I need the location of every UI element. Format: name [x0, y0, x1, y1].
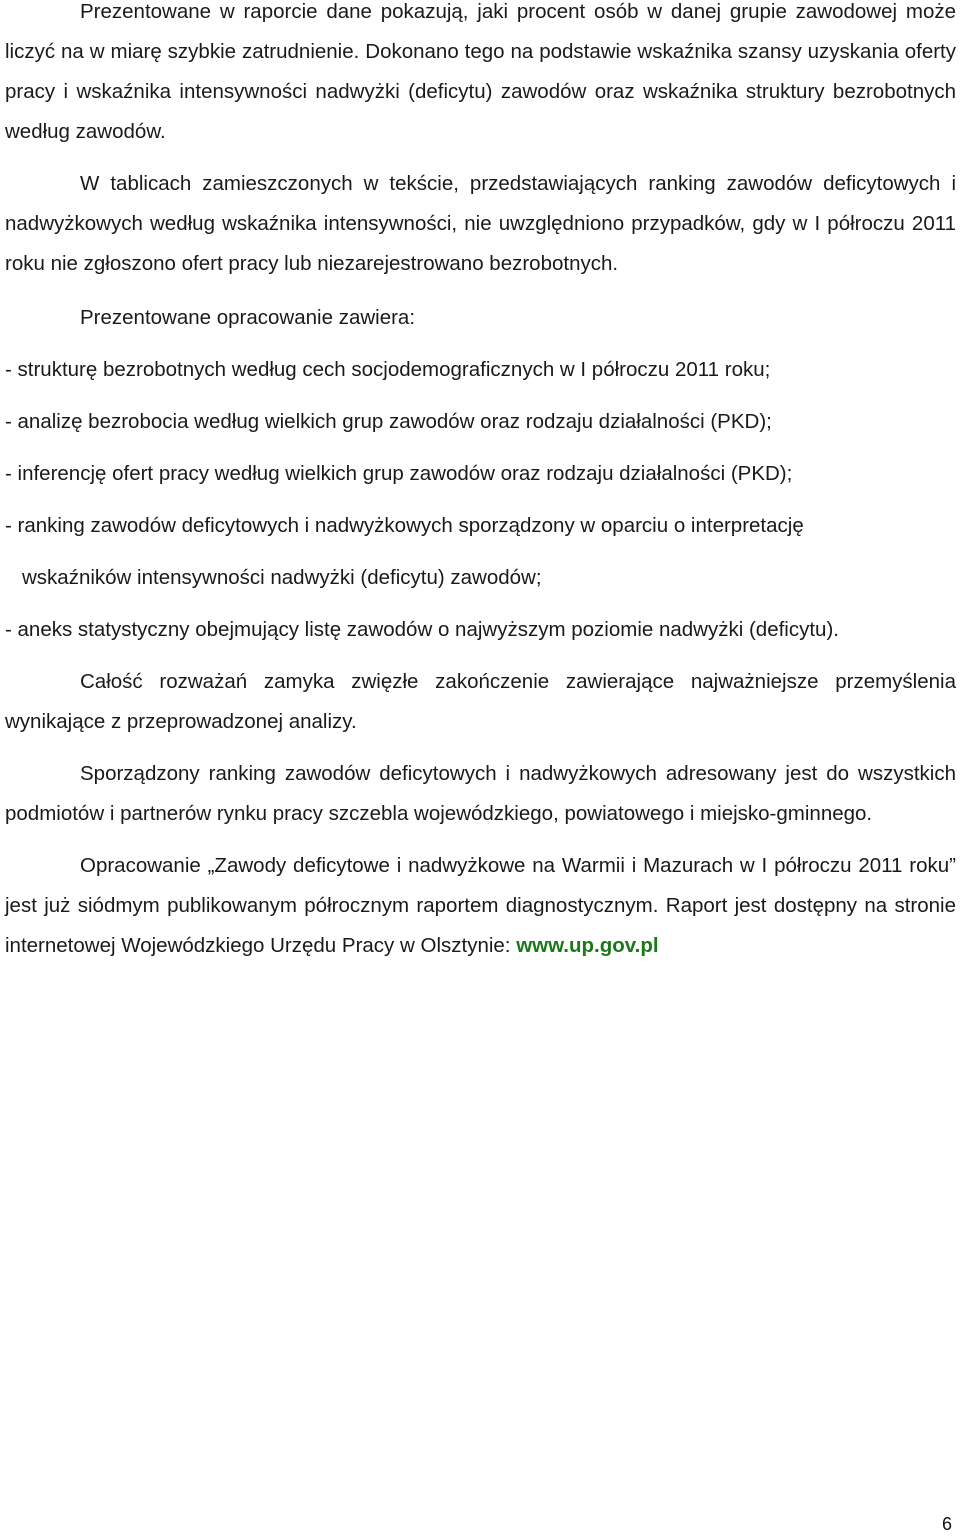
intro-paragraph: Prezentowane w raporcie dane pokazują, jaki procent osób w danej grupie zawodowej może liczyć na w miarę szybkie zatrudnienie. Dokonano tego na podstawie wskaźnika szansy uzyskania oferty pracy i wskaźnika intensywności nadwyżki (deficytu) zawodów oraz wskaźnika struktury bezrobotnych według zawodów.	[5, 0, 956, 143]
list-item: - inferencję ofert pracy według wielkich grup zawodów oraz rodzaju działalności (PKD);	[5, 462, 793, 485]
page-number: 6	[941, 1514, 952, 1534]
contents-list	[5, 344, 956, 656]
list-item: - ranking zawodów deficytowych i nadwyżkowych sporządzony w oparciu o interpretację	[5, 514, 804, 537]
website-link[interactable]: www.up.gov.pl	[516, 934, 659, 957]
summary-paragraph: Całość rozważań zamyka zwięzłe zakończenie zawierające najważniejsze przemyślenia wynikające z przeprowadzonej analizy.	[5, 670, 956, 733]
contents-intro-paragraph: Prezentowane opracowanie zawiera:	[80, 306, 416, 329]
list-item: - strukturę bezrobotnych według cech socjodemograficznych w I półroczu 2011 roku;	[5, 358, 771, 381]
list-item: - aneks statystyczny obejmujący listę zawodów o najwyższym poziomie nadwyżki (deficytu).	[5, 618, 839, 641]
publication-text: Opracowanie „Zawody deficytowe i nadwyżkowe na Warmii i Mazurach w I półroczu 2011 roku” jest już siódmym publikowanym półrocznym raportem diagnostycznym. Raport jest dostępny na stronie internetowej Wojewódzkiego Urzędu Pracy w Olsztynie:	[5, 854, 956, 957]
list-item: - analizę bezrobocia według wielkich grup zawodów oraz rodzaju działalności (PKD);	[5, 410, 772, 433]
audience-paragraph: Sporządzony ranking zawodów deficytowych i nadwyżkowych adresowany jest do wszystkich podmiotów i partnerów rynku pracy szczebla wojewódzkiego, powiatowego i miejsko-gminnego.	[5, 762, 956, 825]
tables-note-paragraph: W tablicach zamieszczonych w tekście, przedstawiających ranking zawodów deficytowych i nadwyżkowych według wskaźnika intensywności, nie uwzględniono przypadków, gdy w I półroczu 2011 roku nie zgłoszono ofert pracy lub niezarejestrowano bezrobotnych.	[5, 172, 956, 275]
document-page	[5, 0, 956, 966]
list-item-continuation: wskaźników intensywności nadwyżki (deficytu) zawodów;	[22, 566, 542, 589]
publication-paragraph	[5, 846, 956, 966]
